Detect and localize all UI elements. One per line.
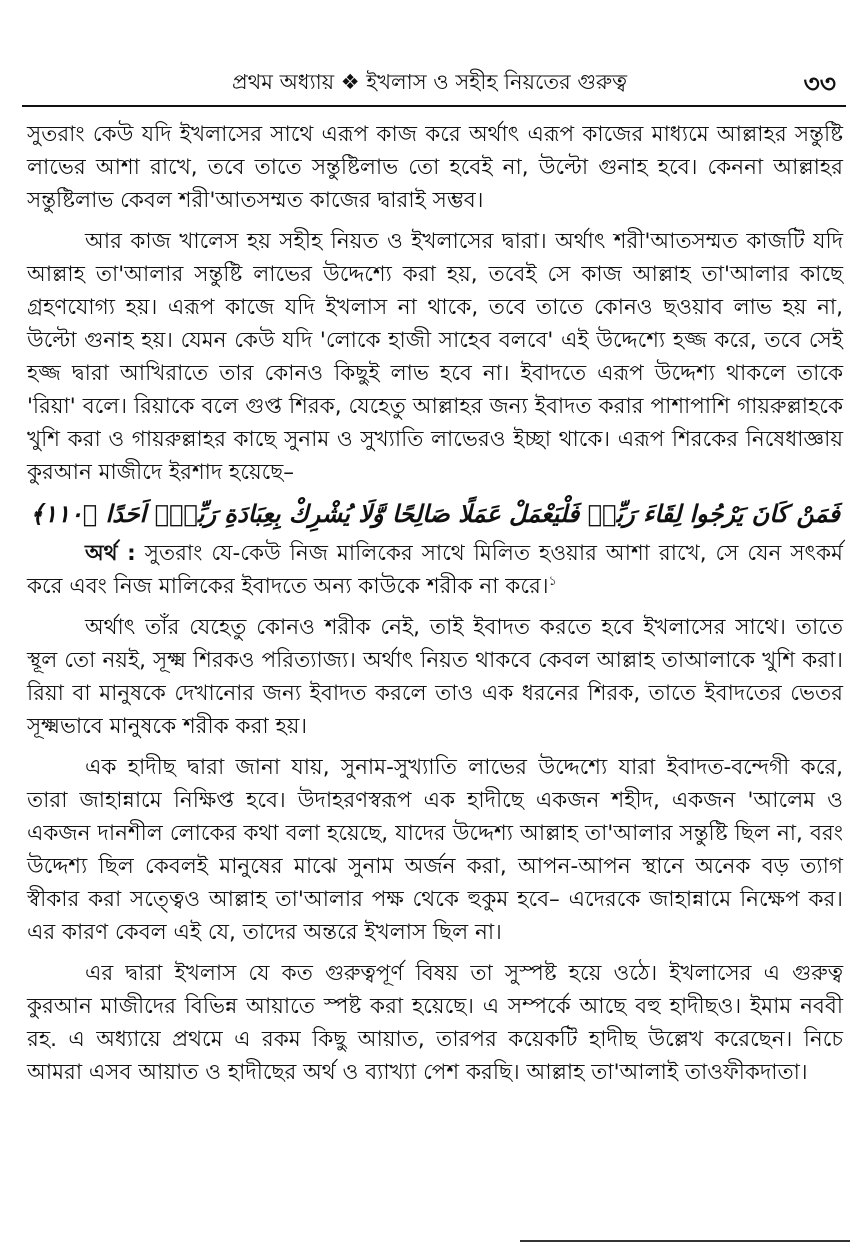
body-text [27, 118, 843, 1089]
page-number: ৩৩ [803, 69, 836, 98]
footnote-divider [520, 1240, 850, 1242]
meaning-text: সুতরাং যে-কেউ নিজ মালিকের সাথে মিলিত হওয়ার আশা রাখে, সে যেন সৎকর্ম করে এবং নিজ মালিকের ইবাদতে অন্য কাউকে শরীক না করে। [27, 541, 843, 599]
meaning-label: অর্থ : [85, 541, 136, 566]
footnote-marker: ১ [548, 573, 557, 589]
paragraph-5: এর দ্বারা ইখলাস যে কত গুরুত্বপূর্ণ বিষয় তা সুস্পষ্ট হয়ে ওঠে। ইখলাসের এ গুরুত্ব কুরআন মাজীদের বিভিন্ন আয়াতে স্পষ্ট করা হয়েছে। এ সম্পর্কে আছে বহু হাদীছও। ইমাম নববী রহ. এ অধ্যায়ে প্রথমে এ রকম কিছু আয়াত, তারপর কয়েকটি হাদীছ উল্লেখ করেছেন। নিচে আমরা এসব আয়াত ও হাদীছের অর্থ ও ব্যাখ্যা পেশ করছি। আল্লাহ তা'আলাই তাওফীকদাতা। [27, 961, 843, 1085]
paragraph-3: অর্থাৎ তাঁর যেহেতু কোনও শরীক নেই, তাই ইবাদত করতে হবে ইখলাসের সাথে। তাতে স্থূল তো নয়ই, সূক্ষ্ম শিরকও পরিত্যাজ্য। অর্থাৎ নিয়ত থাকবে কেবল আল্লাহ তাআলাকে খুশি করা। রিয়া বা মানুষকে দেখানোর জন্য ইবাদত করলে তাও এক ধরনের শিরক, তাতে ইবাদতের ভেতর সূক্ষ্মভাবে মানুষকে শরীক করা হয়। [27, 615, 843, 739]
quran-verse: فَمَنْ كَانَ يَرْجُوا لِقَاءَ رَبِّهٖ فَلْيَعْمَلْ عَمَلًا صَالِحًا وَّلَا يُشْرِكْ بِعِبَادَةِ رَبِّهٖۤ اَحَدًا ﴿۱۱۰﴾ [29, 500, 840, 528]
paragraph-4: এক হাদীছ দ্বারা জানা যায়, সুনাম-সুখ্যাতি লাভের উদ্দেশ্যে যারা ইবাদত-বন্দেগী করে, তারা জাহান্নামে নিক্ষিপ্ত হবে। উদাহরণস্বরূপ এক হাদীছে একজন শহীদ, একজন 'আলেম ও একজন দানশীল লোকের কথা বলা হয়েছে, যাদের উদ্দেশ্য আল্লাহ তা'আলার সন্তুষ্টি ছিল না, বরং উদ্দেশ্য ছিল কেবলই মানুষের মাঝে সুনাম অর্জন করা, আপন-আপন স্থানে অনেক বড় ত্যাগ স্বীকার করা সত্ত্বেও আল্লাহ তা'আলার পক্ষ থেকে হুকুম হবে– এদেরকে জাহান্নামে নিক্ষেপ কর। এর কারণ কেবল এই যে, তাদের অন্তরে ইখলাস ছিল না। [27, 755, 843, 945]
header-divider [22, 105, 846, 107]
paragraph-2: আর কাজ খালেস হয় সহীহ নিয়ত ও ইখলাসের দ্বারা। অর্থাৎ শরী'আতসম্মত কাজটি যদি আল্লাহ তা'আলার সন্তুষ্টি লাভের উদ্দেশ্যে করা হয়, তবেই সে কাজ আল্লাহ তা'আলার কাছে গ্রহণযোগ্য হয়। এরূপ কাজে যদি ইখলাস না থাকে, তবে তাতে কোনও ছওয়াব লাভ হয় না, উল্টো গুনাহ হয়। যেমন কেউ যদি 'লোকে হাজী সাহেব বলবে' এই উদ্দেশ্যে হজ্জ করে, তবে সেই হজ্জ দ্বারা আখিরাতে তার কোনও কিছুই লাভ হবে না। ইবাদতে এরূপ উদ্দেশ্য থাকলে তাকে 'রিয়া' বলে। রিয়াকে বলে গুপ্ত শিরক, যেহেতু আল্লাহর জন্য ইবাদত করার পাশাপাশি গায়রুল্লাহকে খুশি করা ও গায়রুল্লাহর কাছে সুনাম ও সুখ্যাতি লাভেরও ইচ্ছা থাকে। এরূপ শিরকের নিষেধাজ্ঞায় কুরআন মাজীদে ইরশাদ হয়েছে– [27, 229, 843, 485]
paragraph-1: সুতরাং কেউ যদি ইখলাসের সাথে এরূপ কাজ করে অর্থাৎ এরূপ কাজের মাধ্যমে আল্লাহর সন্তুষ্টি লাভের আশা রাখে, তবে তাতে সন্তুষ্টিলাভ তো হবেই না, উল্টো গুনাহ হবে। কেননা আল্লাহর সন্তুষ্টিলাভ কেবল শরী'আতসম্মত কাজের দ্বারাই সম্ভব। [27, 122, 843, 213]
chapter-title: প্রথম অধ্যায় ❖ ইখলাস ও সহীহ নিয়তের গুরুত্ব [232, 70, 628, 94]
verse-meaning [27, 537, 843, 603]
running-header [0, 62, 868, 112]
